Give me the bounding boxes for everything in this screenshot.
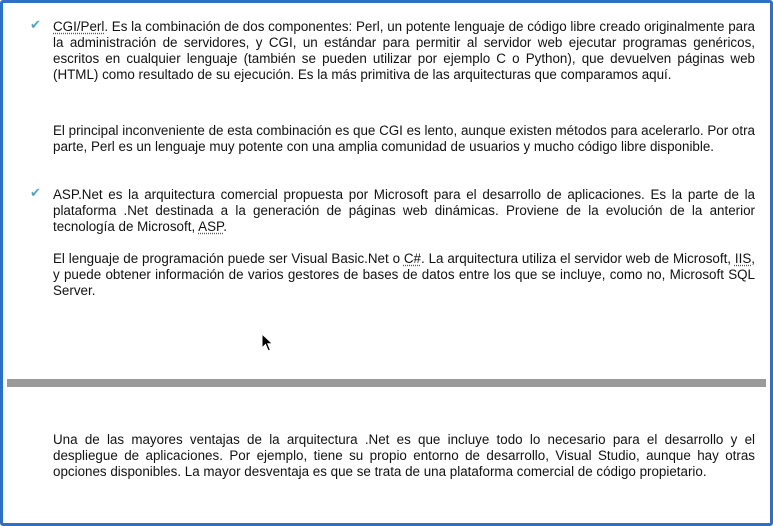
term-csharp: C# xyxy=(403,251,422,266)
paragraph-cgi-drawback: El principal inconveniente de esta combinación es que CGI es lento, aunque existen métodos para acelerarlo. Por otra parte, Perl es un lenguaje muy potente con una amplia comunidad de usuarios y mucho código libre disponible. xyxy=(53,123,755,154)
paragraph-aspnet-end: . xyxy=(223,219,227,234)
page-separator xyxy=(7,379,766,387)
paragraph-language-c: , y puede obtener información de varios gestores de bases de datos entre los que se incluye, como no, Microsoft SQL Server. xyxy=(53,251,755,298)
check-icon: ✔ xyxy=(30,186,41,201)
mouse-pointer-icon xyxy=(261,333,275,353)
term-cgi-perl: CGI/Perl xyxy=(53,19,105,34)
paragraph-aspnet-language xyxy=(53,251,755,299)
term-asp: ASP xyxy=(198,219,224,234)
paragraph-net-advantages: Una de las mayores ventajas de la arquitectura .Net es que incluye todo lo necesario para el desarrollo y el despliegue de aplicaciones. Por ejemplo, tiene su propio entorno de desarrollo, Visual Studio, aunque hay otras opciones disponibles. La mayor desventaja es que se trata de una plataforma comercial de código propietario. xyxy=(53,432,755,479)
paragraph-cgi-perl xyxy=(53,19,755,83)
paragraph-cgi-perl-text: . Es la combinación de dos componentes: Perl, un potente lenguaje de código libre creado originalmente para la administración de servidores, y CGI, un estándar para permitir al servidor web ejecutar programas genéricos, escritos en cualquier lenguaje (también se pueden utilizar por ejemplo C o Python), que devuelven páginas web (HTML) como resultado de su ejecución. Es la más primitiva de las arquitecturas que comparamos aquí. xyxy=(53,19,755,82)
term-iis: IIS xyxy=(734,251,752,266)
check-icon: ✔ xyxy=(30,18,41,33)
paragraph-language-a: El lenguaje de programación puede ser Visual Basic.Net o xyxy=(53,251,404,266)
paragraph-aspnet-text: ASP.Net es la arquitectura comercial propuesta por Microsoft para el desarrollo de aplicaciones. Es la parte de la plataforma .Net destinada a la generación de páginas web dinámicas. Proviene de la evolución de la anterior tecnología de Microsoft, xyxy=(53,187,755,234)
paragraph-language-b: . La arquitectura utiliza el servidor web de Microsoft, xyxy=(421,251,735,266)
paragraph-aspnet xyxy=(53,187,755,235)
